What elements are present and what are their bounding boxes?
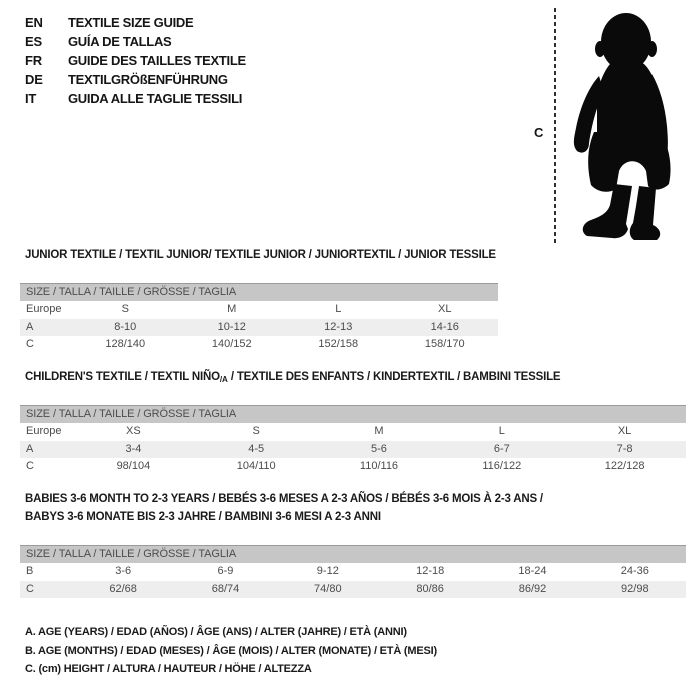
table-cell: XL	[617, 425, 632, 437]
language-code: DE	[25, 72, 43, 87]
table-cell: XL	[438, 303, 452, 315]
legend-line-a: A. AGE (YEARS) / EDAD (AÑOS) / ÂGE (ANS) / ALTER (JAHRE) / ETÀ (ANNI)	[25, 626, 407, 638]
table-cell: XS	[126, 425, 141, 437]
table-row	[20, 423, 686, 441]
table-row	[20, 319, 498, 337]
title-subscript: /A	[219, 375, 228, 384]
row-label: A	[26, 442, 34, 455]
table-cell: 5-6	[371, 442, 387, 455]
language-row	[25, 32, 246, 51]
row-label: C	[26, 582, 34, 595]
legend-line-b: B. AGE (MONTHS) / EDAD (MESES) / ÂGE (MOIS) / ALTER (MONATE) / ETÀ (MESI)	[25, 644, 437, 657]
junior-size-table	[20, 283, 498, 354]
babies-size-table	[20, 545, 686, 598]
table-cell: 86/92	[518, 582, 547, 595]
children-size-table	[20, 405, 686, 476]
size-table-header: SIZE / TALLA / TAILLE / GRÖSSE / TAGLIA	[20, 405, 686, 423]
language-row	[25, 89, 246, 108]
language-title: TEXTILE SIZE GUIDE	[68, 15, 194, 30]
measurement-legend	[25, 623, 437, 679]
table-cell: 140/152	[211, 338, 252, 350]
language-title: GUIDA ALLE TAGLIE TESSILI	[68, 91, 243, 106]
table-cell: 24-36	[620, 565, 649, 577]
table-row	[20, 336, 498, 354]
height-measure-label: C	[534, 125, 544, 140]
row-label: Europe	[26, 303, 62, 315]
row-label: B	[26, 565, 34, 577]
table-cell: 158/170	[424, 338, 465, 350]
table-row	[20, 458, 686, 476]
toddler-silhouette-image	[564, 4, 696, 252]
table-cell: S	[121, 303, 129, 315]
language-title: TEXTILGRÖßENFÜHRUNG	[68, 72, 228, 87]
language-code: FR	[25, 53, 42, 68]
legend-line-c: C. (cm) HEIGHT / ALTURA / HAUTEUR / HÖHE / ALTEZZA	[25, 663, 312, 675]
height-measure-dashed-line	[554, 8, 556, 246]
language-title: GUÍA DE TALLAS	[68, 34, 172, 49]
language-title-list	[25, 13, 246, 108]
table-cell: 12-18	[416, 565, 445, 577]
row-label: Europe	[26, 425, 62, 437]
table-cell: M	[227, 303, 237, 315]
table-cell: 14-16	[430, 320, 459, 333]
table-row	[20, 563, 686, 581]
measurement-figure	[530, 4, 698, 252]
table-cell: 10-12	[217, 320, 246, 333]
table-cell: L	[498, 425, 505, 437]
table-row	[20, 441, 686, 459]
table-cell: 104/110	[236, 460, 276, 472]
language-row	[25, 51, 246, 70]
row-label: C	[26, 338, 34, 350]
table-cell: 116/122	[482, 460, 522, 472]
table-cell: 4-5	[248, 442, 265, 455]
size-table-header: SIZE / TALLA / TAILLE / GRÖSSE / TAGLIA	[20, 283, 498, 301]
table-cell: 68/74	[211, 582, 240, 595]
table-cell: 6-7	[493, 442, 510, 455]
table-row	[20, 581, 686, 599]
table-cell: 110/116	[359, 460, 399, 472]
row-label: A	[26, 320, 34, 333]
section-title-babies: BABIES 3-6 MONTH TO 2-3 YEARS / BEBÉS 3-6 MESES A 2-3 AÑOS / BÉBÉS 3-6 MOIS À 2-3 ANS / BABYS 3-6 MONATE BIS 2-3 JAHRE / BAMBINI 3-6 MESI A 2-3 ANNI	[25, 493, 543, 523]
table-cell: L	[335, 303, 342, 315]
table-cell: 7-8	[616, 442, 633, 455]
row-label: C	[26, 460, 34, 472]
table-cell: 62/68	[109, 582, 137, 595]
language-row	[25, 13, 246, 32]
language-code: EN	[25, 15, 43, 30]
table-cell: 6-9	[217, 565, 234, 577]
table-cell: S	[252, 425, 260, 437]
table-cell: 9-12	[316, 565, 339, 577]
language-code: ES	[25, 34, 42, 49]
table-cell: M	[374, 425, 384, 437]
table-cell: 74/80	[314, 582, 342, 595]
table-cell: 3-6	[115, 565, 132, 577]
table-cell: 98/104	[116, 460, 151, 472]
table-cell: 18-24	[518, 565, 547, 577]
table-row	[20, 301, 498, 319]
section-title-junior: JUNIOR TEXTILE / TEXTIL JUNIOR/ TEXTILE JUNIOR / JUNIORTEXTIL / JUNIOR TESSILE	[25, 249, 496, 261]
language-code: IT	[25, 91, 37, 106]
table-cell: 152/158	[318, 338, 359, 350]
table-cell: 80/86	[416, 582, 444, 595]
section-title-children: CHILDREN'S TEXTILE / TEXTIL $NIÑO_{/A}$ / TEXTILE DES ENFANTS / KINDERTEXTIL / BAMBINI TESSILE	[25, 371, 561, 384]
table-cell: 122/128	[604, 460, 645, 472]
table-cell: 128/140	[105, 338, 146, 350]
table-cell: 92/98	[621, 582, 649, 595]
table-cell: 3-4	[125, 442, 142, 455]
size-table-header: SIZE / TALLA / TAILLE / GRÖSSE / TAGLIA	[20, 545, 686, 563]
language-row	[25, 70, 246, 89]
table-cell: 8-10	[114, 320, 137, 333]
table-cell: 12-13	[324, 320, 353, 333]
language-title: GUIDE DES TAILLES TEXTILE	[68, 53, 246, 68]
